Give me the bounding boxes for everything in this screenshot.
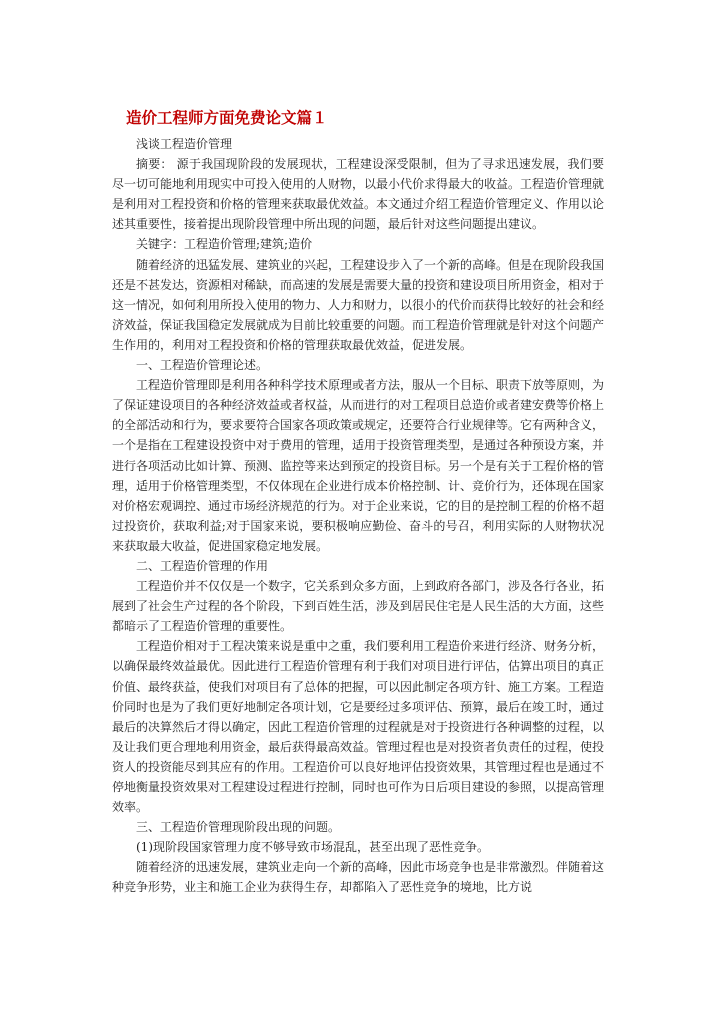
section-heading: 三、工程造价管理现阶段出现的问题。: [136, 820, 341, 835]
body-paragraph: 随着经济的迅速发展，建筑业走向一个新的高峰，因此市场竞争也是非常激烈。伴随着这种竞争形势，业主和施工企业为获得生存，却都陷入了恶性竞争的境地，比方说: [112, 860, 605, 895]
subsection-heading: (1)现阶段国家管理力度不够导致市场混乱，甚至出现了恶性竞争。: [136, 840, 490, 855]
document-subtitle: 浅谈工程造价管理: [136, 137, 233, 151]
body-paragraph: 工程造价管理即是利用各种科学技术原理或者方法，服从一个目标、职责下放等原则，为了保证建设项目的各种经济效益或者权益，从而进行的对工程项目总造价或者建安费等价格上的全部活动和行为，要求要符合国家各项政策或规定，还要符合行业规律等。它有两种含义，一个是指在工程建设投资中对于费用的管理，适用于投资管理类型，是通过各种预设方案，并进行各项活动比如计算、预测、监控等来达到预定的投资目标。另一个是有关于工程价格的管理，适用于价格管理类型，不仅体现在企业进行成本价格控制、计、竞价行为，还体现在国家对价格宏观调控、通过市场经济规范的行为。对于企业来说，它的目的是控制工程的价格不超过投资价，获取利益;对于国家来说，要积极响应勤俭、奋斗的号召，利用实际的人财物状况来获取最大收益，促进国家稳定地发展。: [112, 378, 605, 553]
keywords-paragraph: 关键字：工程造价管理;建筑;造价: [136, 237, 313, 252]
abstract-paragraph: 摘要： 源于我国现阶段的发展现状，工程建设深受限制，但为了寻求迅速发展，我们要尽一切可能地利用现实中可投入使用的人财物，以最小代价求得最大的收益。工程造价管理就是利用对工程投资和价格的管理来获取最优效益。本文通过介绍工程造价管理定义、作用以论述其重要性，接着提出现阶段管理中所出现的问题，最后针对这些问题提出建议。: [112, 157, 605, 232]
body-paragraph: 随着经济的迅猛发展、建筑业的兴起，工程建设步入了一个新的高峰。但是在现阶段我国还是不甚发达，资源相对稀缺，而高速的发展是需要大量的投资和建设项目所用资金，相对于这一情况，如何利用所投入使用的物力、人力和财力，以很小的代价而获得比较好的社会和经济效益，保证我国稳定发展就成为目前比较重要的问题。而工程造价管理就是针对这个问题产生作用的，利用对工程投资和价格的管理获取最优效益，促进发展。: [112, 257, 605, 352]
document-title: 造价工程师方面免费论文篇１: [126, 109, 328, 127]
document-page: [112, 108, 604, 898]
body-paragraph: 工程造价并不仅仅是一个数字，它关系到众多方面，上到政府各部门，涉及各行各业，拓展到了社会生产过程的各个阶段，下到百姓生活，涉及到居民住宅是人民生活的大方面，这些都暗示了工程造价管理的重要性。: [112, 579, 605, 634]
body-paragraph: 工程造价相对于工程决策来说是重中之重，我们要利用工程造价来进行经济、财务分析，以确保最终效益最优。因此进行工程造价管理有利于我们对项目进行评估，估算出项目的真正价值、最终获益，使我们对项目有了总体的把握，可以因此制定各项方针、施工方案。工程造价同时也是为了我们更好地制定各项计划，它是要经过多项评估、预算，最后在竣工时，通过最后的决算然后才得以确定，因此工程造价管理的过程就是对于投资进行各种调整的过程，以及让我们更合理地利用资金，最后获得最高效益。管理过程也是对投资者负责任的过程，使投资人的投资能尽到其应有的作用。工程造价可以良好地评估投资效果，其管理过程也是通过不停地衡量投资效果对工程建设过程进行控制，同时也可作为日后项目建设的参照，以提高管理效率。: [112, 639, 605, 815]
section-heading: 一、工程造价管理论述。: [136, 358, 269, 373]
section-heading: 二、工程造价管理的作用: [136, 558, 269, 573]
